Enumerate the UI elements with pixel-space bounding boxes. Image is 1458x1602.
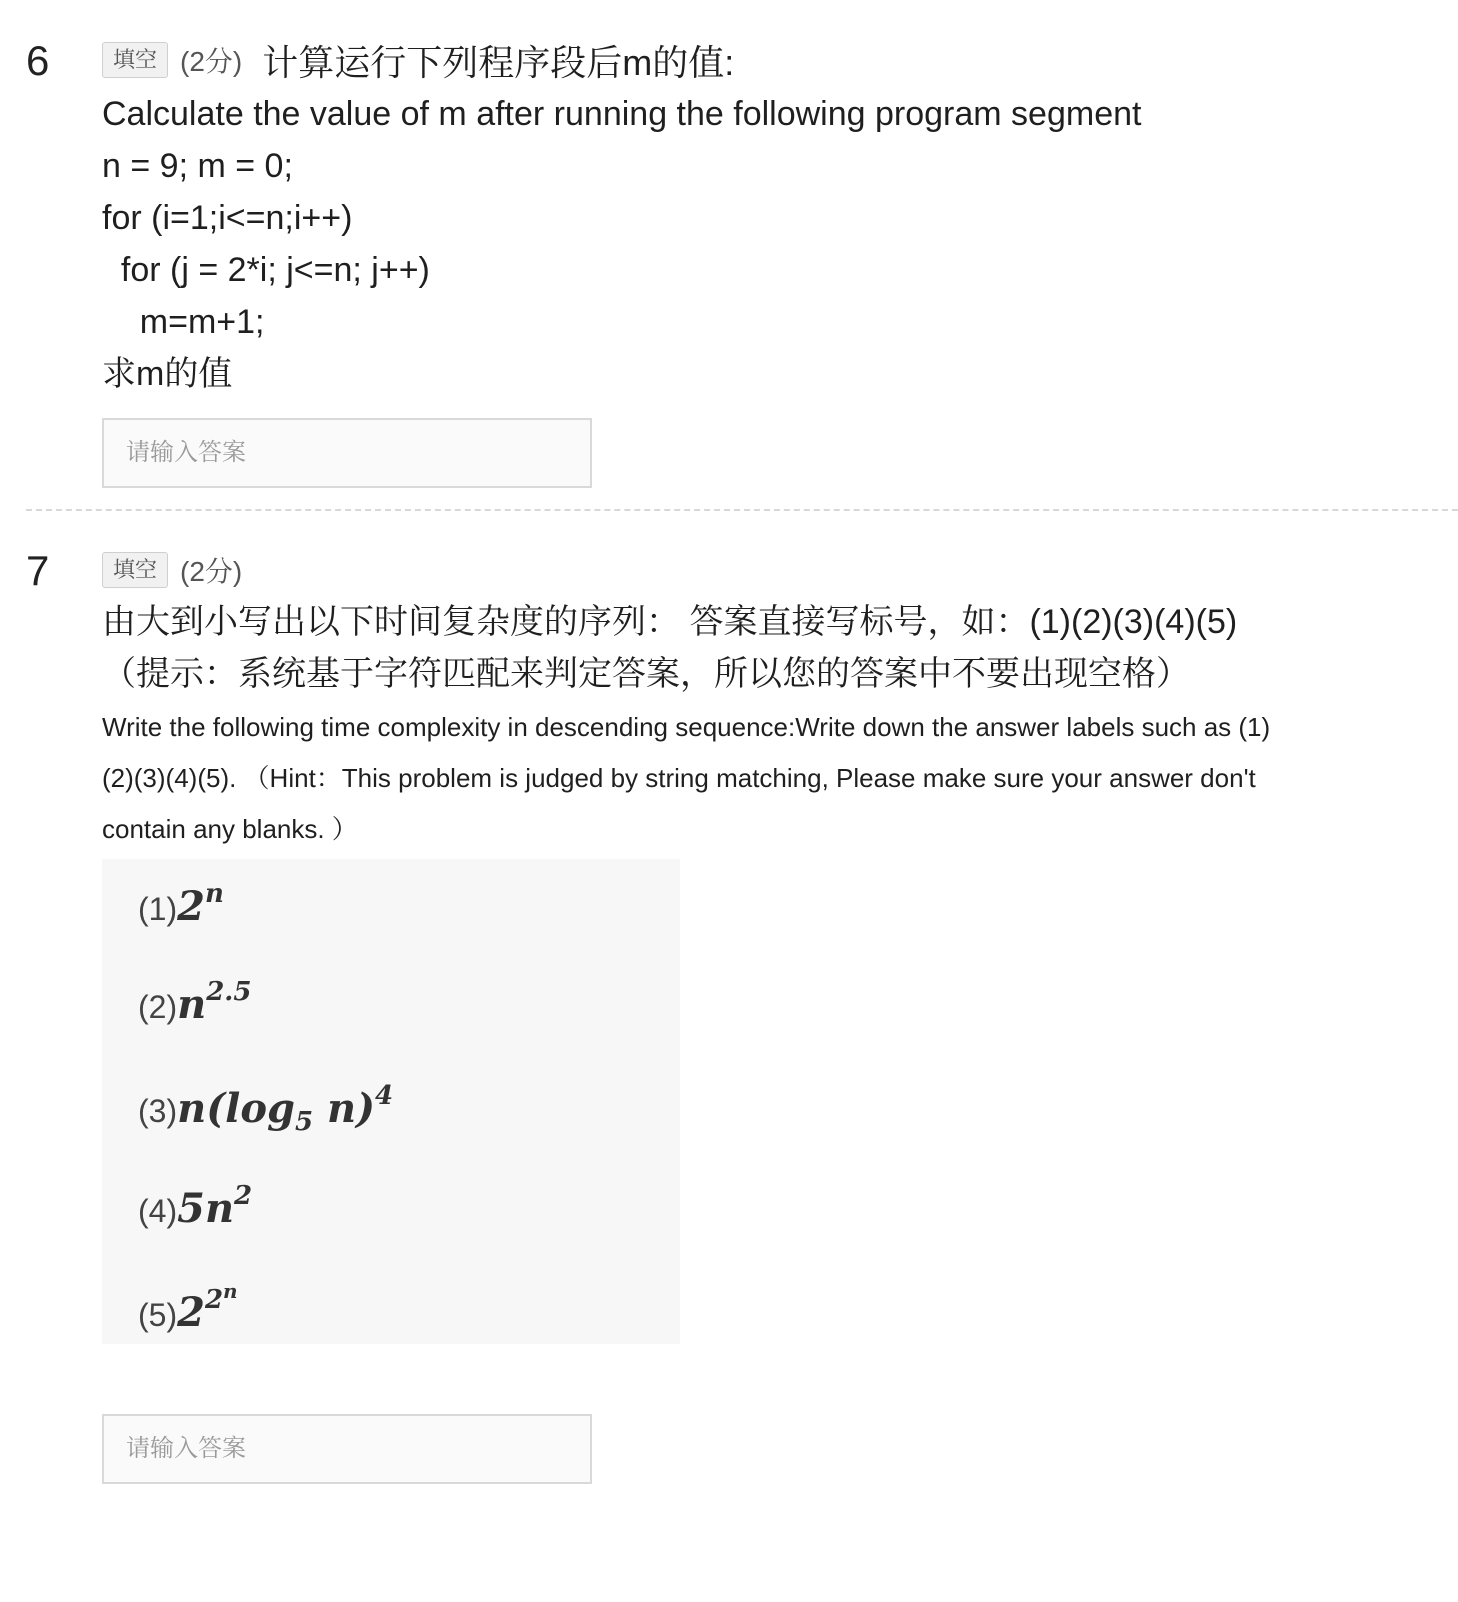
formula-label: (2): [138, 989, 178, 1025]
question-points: (2分): [180, 556, 243, 587]
question-body: [102, 548, 1358, 1484]
question-title: 计算运行下列程序段后m的值:: [262, 41, 735, 83]
question-number: 6: [26, 37, 50, 84]
formula-item: [138, 1181, 252, 1232]
question-meta: [102, 38, 1358, 82]
question-body: [102, 38, 1358, 488]
formula-label: (5): [138, 1297, 178, 1333]
formula-item: [138, 977, 251, 1028]
question-type-tag: 填空: [102, 42, 168, 78]
question-divider: [26, 509, 1458, 511]
formula-expression: $5n^2$: [177, 1181, 253, 1232]
formula-label: (1): [138, 891, 178, 927]
formula-item: [138, 879, 224, 930]
answer-input[interactable]: [102, 418, 592, 488]
question-prompt-zh: 由大到小写出以下时间复杂度的序列： 答案直接写标号，如：(1)(2)(3)(4)(5) （提示：系统基于字符匹配来判定答案，所以您的答案中不要出现空格）: [102, 603, 1238, 693]
question-meta: [102, 548, 1358, 592]
question-type-tag: 填空: [102, 552, 168, 588]
formula-item: [138, 1279, 238, 1336]
question-line: 求m的值: [102, 355, 233, 393]
code-line: n = 9; m = 0;: [102, 147, 293, 185]
question-prompt-en: Write the following time complexity in descending sequence:Write down the answer labels such as (1)(2)(3)(4)(5). （Hint：This problem is judged by string matching, Please make sure your answer don't contain any blanks. ）: [102, 712, 1271, 844]
formula-expression: $2^{2^n}$: [177, 1279, 238, 1336]
formula-expression: $n(\log_5$ n)$^4$: [177, 1081, 394, 1137]
formula-expression: $n^{2.5}$: [177, 977, 252, 1028]
code-line: m=m+1;: [102, 303, 265, 341]
formula-item: [138, 1081, 393, 1137]
formula-label: (4): [138, 1193, 178, 1229]
formula-label: (3): [138, 1093, 178, 1129]
code-line: for (i=1;i<=n;i++): [102, 199, 353, 237]
question-line: Calculate the value of m after running the following program segment: [102, 95, 1142, 133]
question-points: (2分): [180, 46, 243, 77]
answer-input[interactable]: [102, 1414, 592, 1484]
question-number: 7: [26, 547, 50, 594]
formula-image: [102, 859, 680, 1344]
code-line: for (j = 2*i; j<=n; j++): [102, 251, 430, 289]
formula-expression: 2$^n$: [177, 879, 224, 930]
